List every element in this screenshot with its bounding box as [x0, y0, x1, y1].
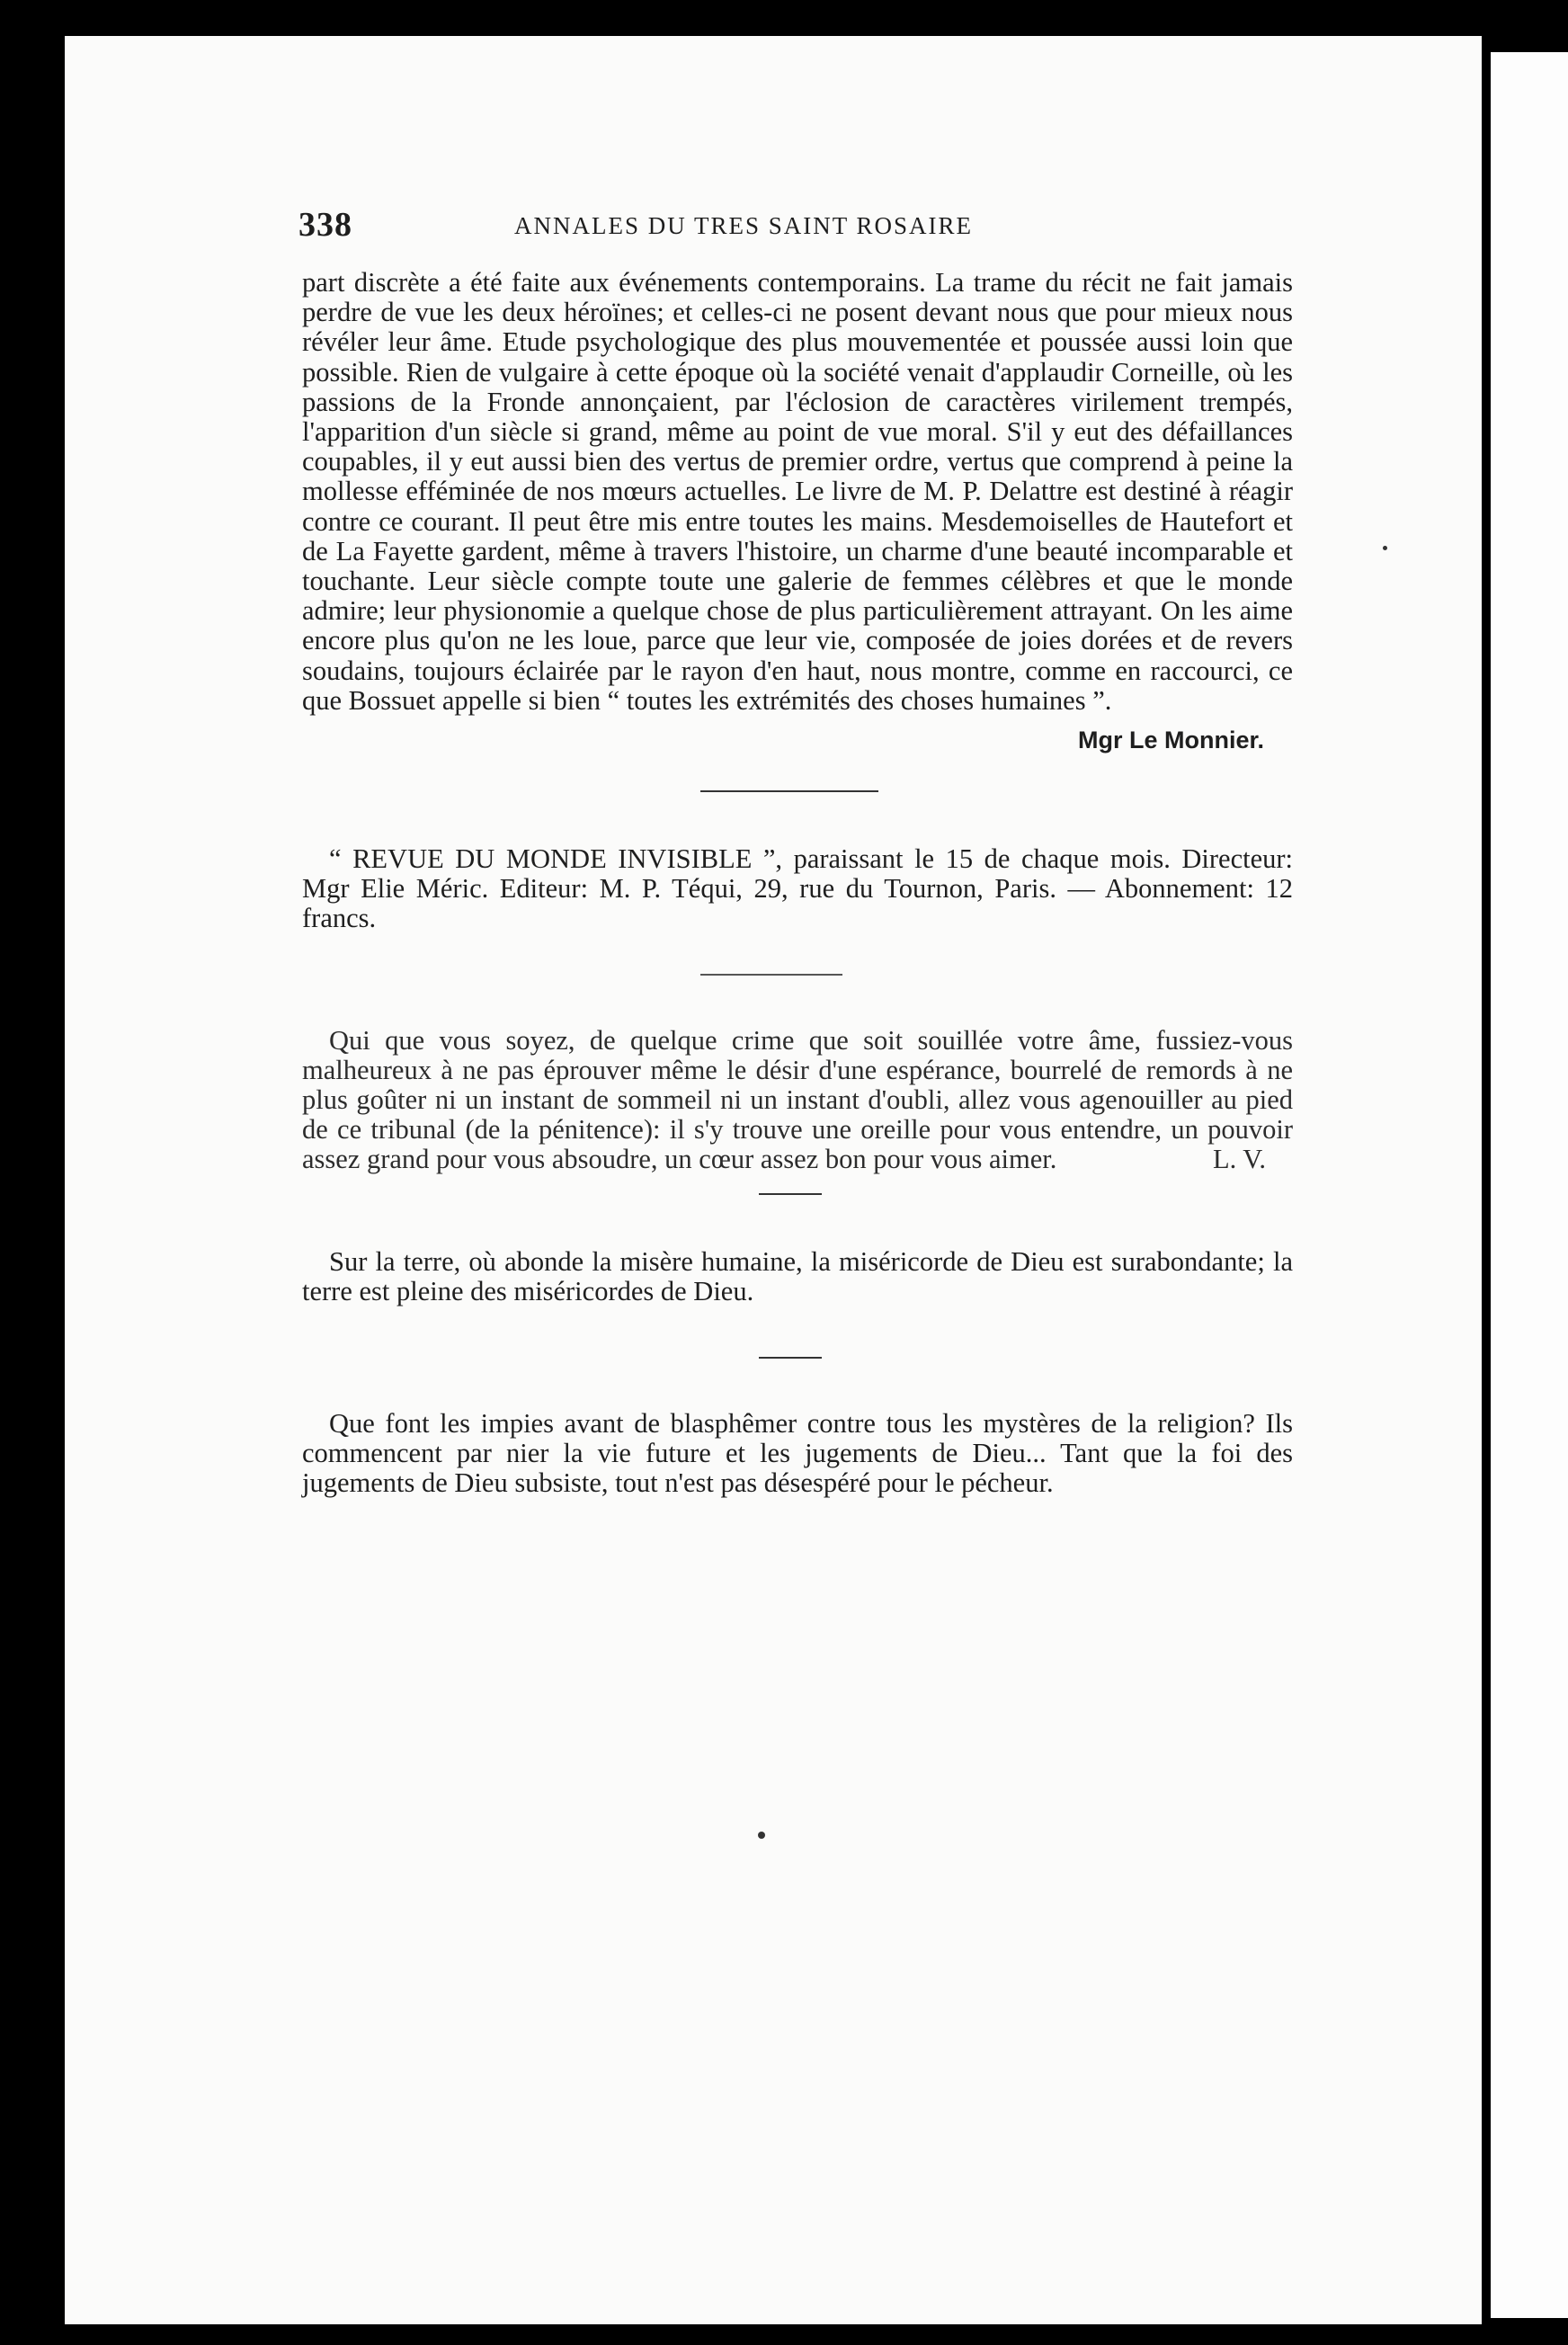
section-divider: [759, 1357, 822, 1359]
section-divider: [700, 974, 842, 976]
text-column: [298, 205, 1293, 1499]
section-divider: [759, 1193, 822, 1195]
notice-paragraph: “ REVUE DU MONDE INVISIBLE ”, paraissant le 15 de chaque mois. Directeur: Mgr Elie Méric. Editeur: M. P. Téqui, 29, rue du Tournon, Paris. — Abonnement: 12 francs.: [302, 843, 1293, 934]
adjacent-page-edge: [1491, 52, 1568, 2318]
quote-initials: L. V.: [1212, 1144, 1266, 1175]
review-paragraph: part discrète a été faite aux événements contemporains. La trame du récit ne fait jamais perdre de vue les deux héroïnes; et celles-ci ne posent devant nous que pour mieux nous révéler leur âme. Etude psychologique des plus mouvementée et poussée aussi loin que possible. Rien de vulgaire à cette époque où la société venait d'applaudir Corneille, où les passions de la Fronde annonçaient, par l'éclosion de caractères virilement trempés, l'apparition d'un siècle si grand, même au point de vue moral. S'il y eut des défaillances coupables, il y eut aussi bien des vertus de premier ordre, vertus que comprend à peine la mollesse efféminée de nos mœurs actuelles. Le livre de M. P. Delattre est destiné à réagir contre ce courant. Il peut être mis entre toutes les mains. Mesdemoiselles de Hautefort et de La Fayette gardent, même à travers l'histoire, un charme d'une beauté incomparable et touchante. Leur siècle compte toute une galerie de femmes célèbres et que le monde admire; leur physionomie a quelque chose de plus particulièrement attrayant. On les aime encore plus qu'on ne les loue, parce que leur vie, composée de joies dorées et de revers soudains, toujours éclairée par le rayon d'en haut, nous montre, comme en raccourci, ce que Bossuet appelle si bien “ toutes les extrémités des choses humaines ”.: [302, 267, 1293, 716]
confession-quote-section: [302, 1026, 1293, 1175]
impies-quote-paragraph: Que font les impies avant de blasphêmer contre tous les mystères de la religion? Ils commencent par nier la vie future et les jugements de Dieu... Tant que la foi des jugements de Dieu subsiste, tout n'est pas désespéré pour le pécheur.: [302, 1408, 1293, 1499]
misericorde-quote-paragraph: Sur la terre, où abonde la misère humaine, la miséricorde de Dieu est surabondante; la terre est pleine des miséricordes de Dieu.: [302, 1245, 1293, 1306]
ink-speck: [758, 1832, 765, 1839]
notice-section: [302, 844, 1293, 934]
ink-speck: [1383, 546, 1387, 550]
misericorde-quote-section: [302, 1247, 1293, 1306]
confession-quote-paragraph: [302, 1026, 1293, 1175]
running-header: [298, 205, 1293, 268]
impies-quote-section: [302, 1409, 1293, 1499]
review-signature: Mgr Le Monnier.: [1077, 727, 1264, 754]
confession-quote-text: Qui que vous soyez, de quelque crime que soit souillée votre âme, fussiez-vous malheureux à ne pas éprouver même le désir d'une espérance, bourrelé de remords à ne plus goûter ni un instant de sommeil ni un instant d'oubli, allez vous agenouiller au pied de ce tribunal (de la pénitence): il s'y trouve une oreille pour vous entendre, un pouvoir assez grand pour vous absoudre, un cœur assez bon pour vous aimer.: [302, 1024, 1293, 1175]
review-section: [302, 268, 1293, 754]
running-title: ANNALES DU TRES SAINT ROSAIRE: [514, 212, 974, 239]
section-divider: [700, 790, 878, 792]
page-number: 338: [298, 206, 352, 244]
